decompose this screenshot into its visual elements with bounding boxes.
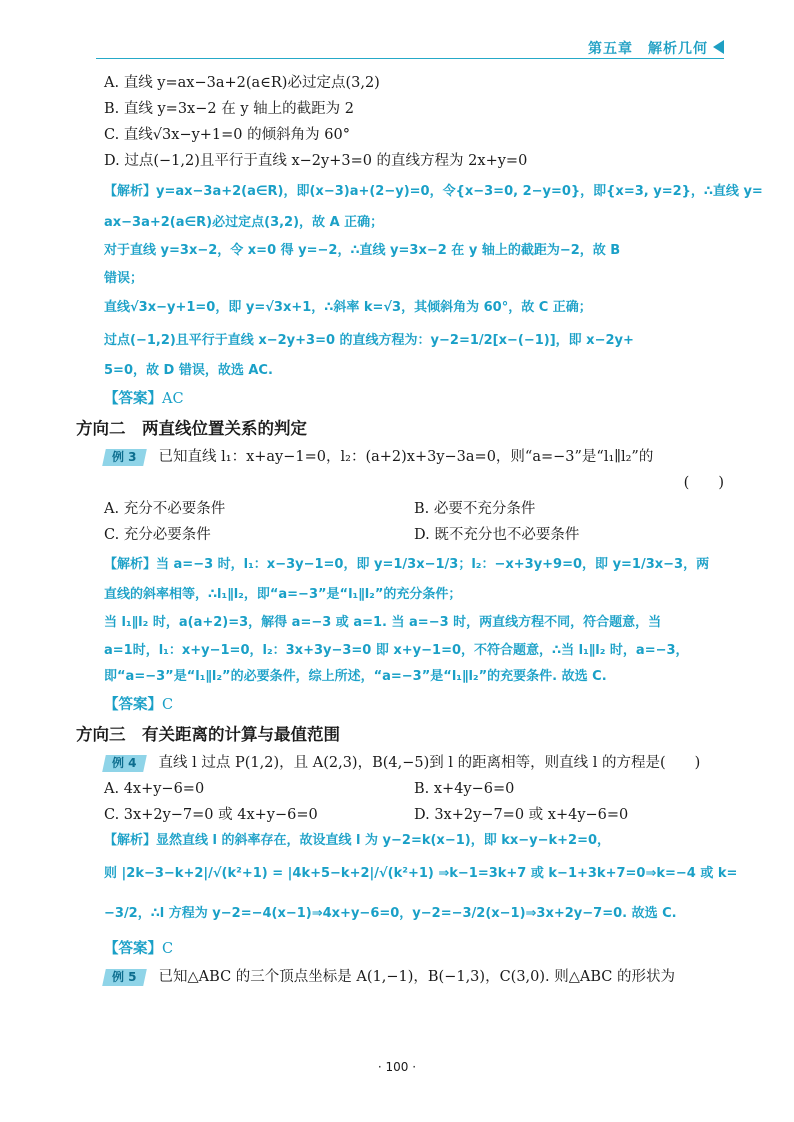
- answer-line: [104, 384, 724, 414]
- answer-paren: ( ): [683, 475, 724, 491]
- running-header: [0, 0, 794, 60]
- answer-tag: 【答案】: [104, 390, 162, 407]
- analysis-line: 【解析】y=ax−3a+2(a∈R)，即(x−3)a+(2−y)=0，令{x−3=0, 2−y=0}，即{x=3, y=2}，∴直线 y=: [104, 184, 763, 199]
- option-b: B. x+4y−6=0: [414, 781, 515, 797]
- answer-tag: 【答案】: [104, 696, 162, 713]
- analysis-line: 直线√3x−y+1=0，即 y=√3x+1，∴斜率 k=√3，其倾斜角为 60°，故 C 正确；: [104, 300, 592, 315]
- analysis-line: 5=0，故 D 错误，故选 AC.: [104, 363, 273, 378]
- options-row: [104, 802, 724, 828]
- analysis-line: −3/2，∴l 方程为 y−2=−4(x−1)⇒4x+y−6=0，y−2=−3/2(x−1)⇒3x+2y−7=0. 故选 C.: [104, 906, 677, 921]
- option-c: C. 充分必要条件: [104, 527, 211, 543]
- example-badge: 例 4: [102, 755, 146, 772]
- answer-line: [104, 934, 724, 964]
- triangle-marker-icon: [713, 40, 724, 54]
- answer-tag: 【答案】: [104, 940, 162, 957]
- analysis-line: 直线的斜率相等，∴l₁∥l₂，即“a=−3”是“l₁∥l₂”的充分条件；: [104, 587, 462, 602]
- example-text: 已知△ABC 的三个顶点坐标是 A(1,−1)，B(−1,3)，C(3,0). 则△ABC 的形状为: [158, 969, 676, 985]
- example-text: 已知直线 l₁：x+ay−1=0，l₂：(a+2)x+3y−3a=0，则“a=−3”是“l₁∥l₂”的: [158, 449, 654, 465]
- option-d: D. 3x+2y−7=0 或 x+4y−6=0: [414, 807, 629, 823]
- option-c: C. 直线√3x−y+1=0 的倾斜角为 60°: [104, 127, 350, 143]
- example-4-stem: [104, 750, 724, 776]
- analysis-line: 过点(−1,2)且平行于直线 x−2y+3=0 的直线方程为：y−2=1/2[x−(−1)]，即 x−2y+: [104, 333, 634, 348]
- option-c: C. 3x+2y−7=0 或 4x+y−6=0: [104, 807, 318, 823]
- example-text: 直线 l 过点 P(1,2)，且 A(2,3)，B(4,−5)到 l 的距离相等，则直线 l 的方程是( ): [158, 755, 701, 771]
- options-row: [104, 496, 724, 522]
- analysis-line: 当 l₁∥l₂ 时，a(a+2)=3，解得 a=−3 或 a=1. 当 a=−3 时，两直线方程不同，符合题意，当: [104, 615, 662, 630]
- page-number: · 100 ·: [377, 1060, 417, 1074]
- option-b: B. 直线 y=3x−2 在 y 轴上的截距为 2: [104, 101, 354, 117]
- option-a: A. 4x+y−6=0: [104, 781, 205, 797]
- analysis-line: ax−3a+2(a∈R)必过定点(3,2)，故 A 正确；: [104, 215, 384, 230]
- option-a: A. 直线 y=ax−3a+2(a∈R)必过定点(3,2): [104, 75, 380, 91]
- answer-value: C: [162, 941, 174, 957]
- analysis-line: 对于直线 y=3x−2，令 x=0 得 y=−2，∴直线 y=3x−2 在 y 轴上的截距为−2，故 B: [104, 243, 621, 258]
- header-rule: [96, 58, 724, 59]
- answer-value: C: [162, 697, 174, 713]
- answer-line: [104, 690, 724, 720]
- analysis-line: 【解析】当 a=−3 时，l₁：x−3y−1=0，即 y=1/3x−1/3；l₂：−x+3y+9=0，即 y=1/3x−3，两: [104, 557, 710, 572]
- analysis-line: a=1时，l₁：x+y−1=0，l₂：3x+3y−3=0 即 x+y−1=0，不符合题意，∴当 l₁∥l₂ 时，a=−3，: [104, 643, 689, 658]
- example-badge: 例 5: [102, 969, 146, 986]
- option-b: B. 必要不充分条件: [414, 501, 536, 517]
- analysis-line: 则 |2k−3−k+2|/√(k²+1) = |4k+5−k+2|/√(k²+1) ⇒k−1=3k+7 或 k−1+3k+7=0⇒k=−4 或 k=: [104, 866, 738, 881]
- analysis-line: 【解析】显然直线 l 的斜率存在，故设直线 l 为 y−2=k(x−1)，即 kx−y−k+2=0，: [104, 833, 611, 848]
- example-3-stem: [104, 444, 724, 470]
- section-heading: 方向三 有关距离的计算与最值范围: [76, 725, 340, 744]
- option-d: D. 既不充分也不必要条件: [414, 527, 580, 543]
- example-5-stem: [104, 964, 724, 990]
- section-heading: 方向二 两直线位置关系的判定: [76, 419, 307, 438]
- example-badge: 例 3: [102, 449, 146, 466]
- option-d: D. 过点(−1,2)且平行于直线 x−2y+3=0 的直线方程为 2x+y=0: [104, 153, 528, 169]
- options-row: [104, 522, 724, 548]
- answer-value: AC: [162, 391, 184, 407]
- page-content: [76, 70, 763, 990]
- option-a: A. 充分不必要条件: [104, 501, 226, 517]
- analysis-line: 错误；: [104, 271, 144, 286]
- options-row: [104, 776, 724, 802]
- chapter-title: 第五章 解析几何: [588, 41, 708, 57]
- analysis-line: 即“a=−3”是“l₁∥l₂”的必要条件，综上所述，“a=−3”是“l₁∥l₂”的充要条件. 故选 C.: [104, 669, 607, 684]
